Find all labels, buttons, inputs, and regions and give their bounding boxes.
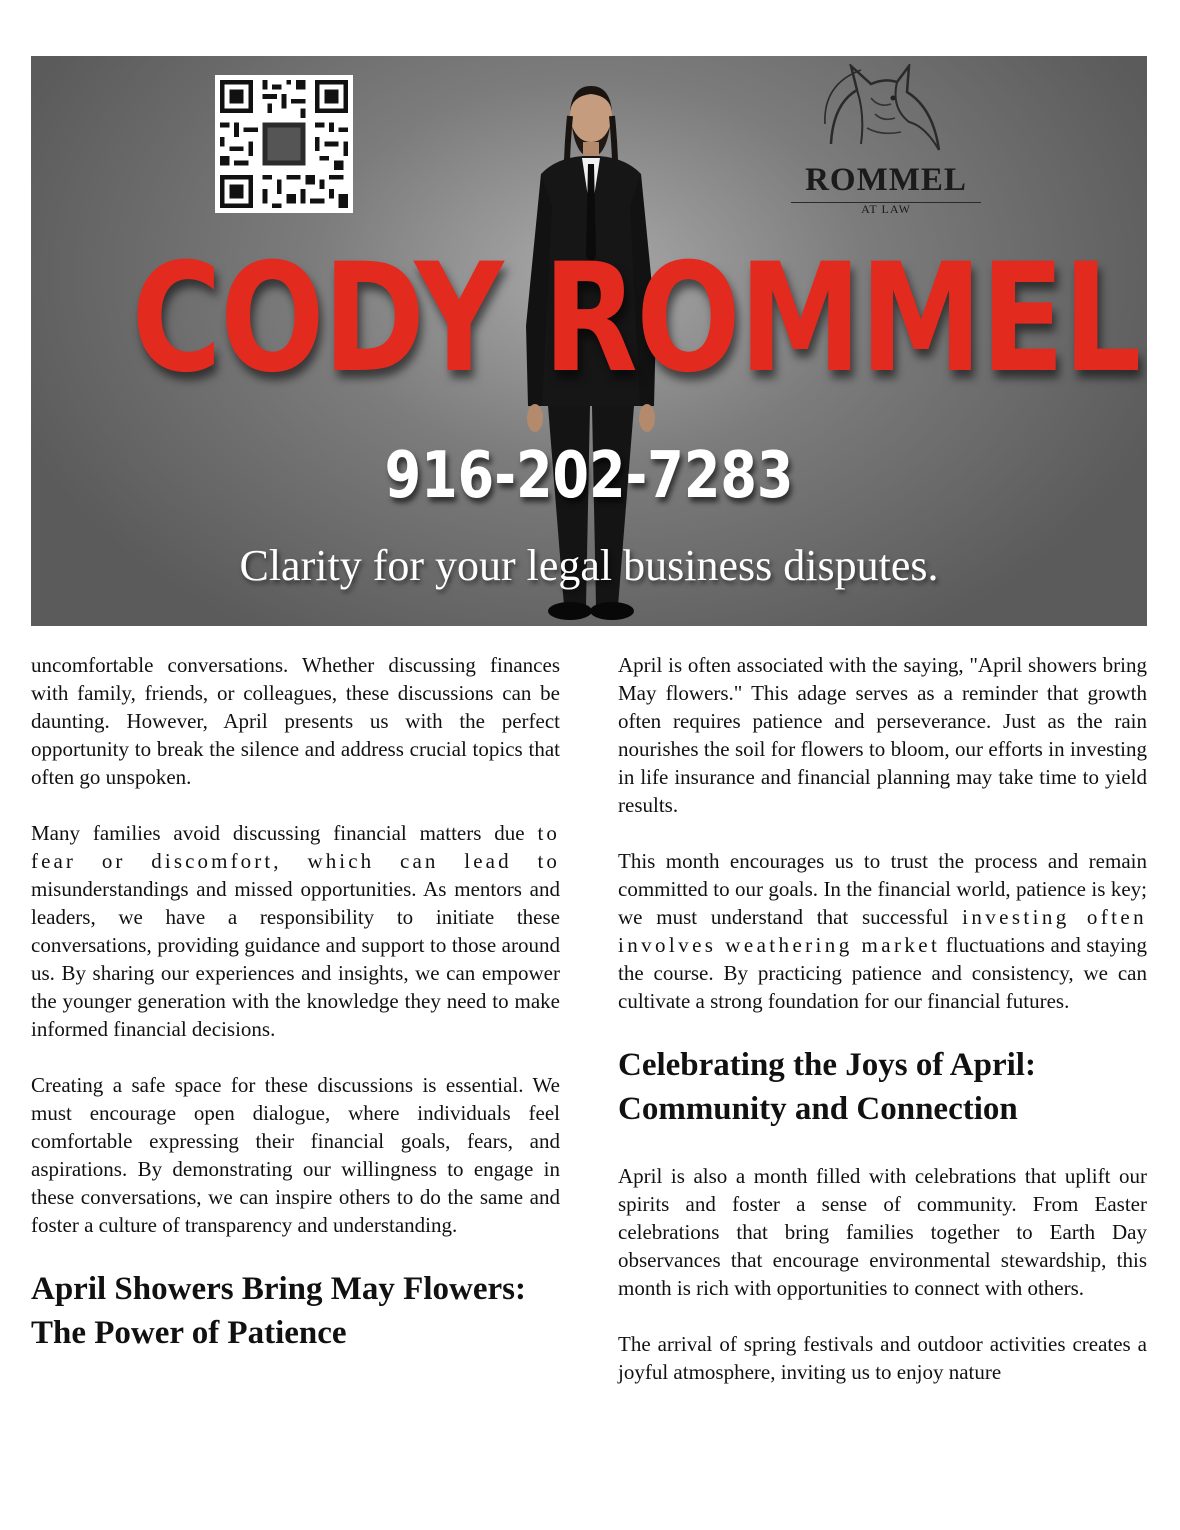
right-paragraph-2-spaced: investing often involves weathering market <box>618 905 1147 957</box>
right-paragraph-2-end: fluctuations and staying the course. By practicing patience and consistency, we can cultivate a strong foundation for our financial futures. <box>618 933 1148 1013</box>
logo-name: ROMMEL <box>805 162 967 198</box>
banner-headline: CODY ROMMEL <box>131 232 1140 406</box>
banner-tagline: Clarity for your legal business disputes. <box>239 541 939 590</box>
right-paragraph-2 <box>618 847 1147 1015</box>
left-paragraph-2 <box>31 819 560 1043</box>
right-paragraph-3: April is also a month filled with celebrations that uplift our spirits and foster a sense of community. From Easter celebrations that bring families together to Earth Day observances that encourage environmental stewardship, this month is rich with opportunities to connect with others. <box>618 1164 1147 1300</box>
wolf-head-icon <box>821 64 951 160</box>
left-paragraph-2-line-2: to fear or discomfort, which can lead to <box>31 821 561 873</box>
left-paragraph-2-rest: misunderstandings and missed opportunities. As mentors and leaders, we have a responsibility to initiate these conversations, providing guidance and support to those around us. By sharing our experiences and insights, we can empower the younger generation with the knowledge they need to make informed financial decisions. <box>31 877 560 1041</box>
header-banner <box>31 56 1147 626</box>
left-paragraph-3: Creating a safe space for these discussions is essential. We must encourage open dialogue, where individuals feel comfortable expressing their financial goals, fears, and aspirations. By demonstrating our willingness to engage in these conversations, we can inspire others to do the same and foster a culture of transparency and understanding. <box>31 1073 560 1237</box>
rommel-at-law-logo <box>771 64 1001 214</box>
right-paragraph-2-start: This month encourages us to trust the process and remain committed to our goals. In the financial world, patience is key; we must understand that successful <box>618 849 1147 929</box>
section-heading-celebrating-april: Celebrating the Joys of April: Community and Connection <box>618 1047 1036 1127</box>
qr-code-icon[interactable] <box>215 75 353 213</box>
left-paragraph-1: uncomfortable conversations. Whether discussing finances with family, friends, or colleagues, these discussions can be daunting. However, April presents us with the perfect opportunity to break the silence and address crucial topics that often go unspoken. <box>31 653 560 789</box>
banner-phone[interactable]: 916-202-7283 <box>384 439 794 513</box>
right-column <box>618 651 1147 1414</box>
section-heading-april-showers: April Showers Bring May Flowers: The Power of Patience <box>31 1271 526 1351</box>
left-column <box>31 651 560 1386</box>
right-paragraph-4: The arrival of spring festivals and outdoor activities creates a joyful atmosphere, inviting us to enjoy nature <box>618 1332 1147 1384</box>
left-paragraph-2-line-1: Many families avoid discussing financial matters due <box>31 821 525 845</box>
right-paragraph-1: April is often associated with the saying, "April showers bring May flowers." This adage serves as a reminder that growth often requires patience and perseverance. Just as the rain nourishes the soil for flowers to bloom, our efforts in investing in life insurance and financial planning may take time to yield results. <box>618 653 1147 817</box>
logo-subtitle: AT LAW <box>861 202 911 216</box>
